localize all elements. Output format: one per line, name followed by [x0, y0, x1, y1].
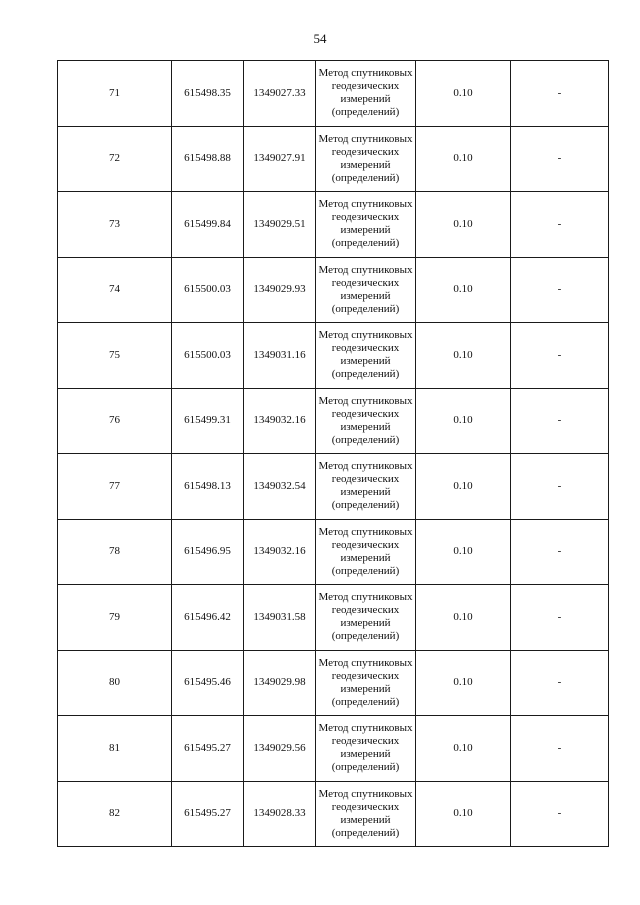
table-row	[58, 61, 609, 127]
x-coordinate-cell: 615496.42	[172, 585, 244, 651]
point-number-cell: 72	[58, 126, 172, 192]
table-body	[58, 61, 609, 847]
accuracy-cell: 0.10	[416, 388, 511, 454]
x-coordinate-cell: 615500.03	[172, 257, 244, 323]
coordinates-table	[57, 60, 609, 847]
method-cell: Метод спутниковых геодезических измерений (определений)	[316, 388, 416, 454]
note-cell: -	[511, 454, 609, 520]
method-cell: Метод спутниковых геодезических измерений (определений)	[316, 454, 416, 520]
point-number-cell: 78	[58, 519, 172, 585]
note-cell: -	[511, 61, 609, 127]
y-coordinate-cell: 1349029.51	[244, 192, 316, 258]
note-cell: -	[511, 519, 609, 585]
x-coordinate-cell: 615499.31	[172, 388, 244, 454]
point-number-cell: 82	[58, 781, 172, 847]
y-coordinate-cell: 1349032.16	[244, 519, 316, 585]
note-cell: -	[511, 257, 609, 323]
note-cell: -	[511, 323, 609, 389]
table-row	[58, 126, 609, 192]
method-cell: Метод спутниковых геодезических измерений (определений)	[316, 650, 416, 716]
y-coordinate-cell: 1349031.16	[244, 323, 316, 389]
x-coordinate-cell: 615498.13	[172, 454, 244, 520]
point-number-cell: 71	[58, 61, 172, 127]
x-coordinate-cell: 615499.84	[172, 192, 244, 258]
accuracy-cell: 0.10	[416, 192, 511, 258]
x-coordinate-cell: 615496.95	[172, 519, 244, 585]
table-row	[58, 650, 609, 716]
x-coordinate-cell: 615498.35	[172, 61, 244, 127]
accuracy-cell: 0.10	[416, 257, 511, 323]
note-cell: -	[511, 585, 609, 651]
x-coordinate-cell: 615495.27	[172, 781, 244, 847]
method-cell: Метод спутниковых геодезических измерений (определений)	[316, 257, 416, 323]
table-row	[58, 716, 609, 782]
method-cell: Метод спутниковых геодезических измерений (определений)	[316, 585, 416, 651]
accuracy-cell: 0.10	[416, 650, 511, 716]
method-cell: Метод спутниковых геодезических измерений (определений)	[316, 323, 416, 389]
table-row	[58, 388, 609, 454]
y-coordinate-cell: 1349032.16	[244, 388, 316, 454]
accuracy-cell: 0.10	[416, 781, 511, 847]
table-row	[58, 323, 609, 389]
x-coordinate-cell: 615498.88	[172, 126, 244, 192]
table-row	[58, 257, 609, 323]
x-coordinate-cell: 615495.27	[172, 716, 244, 782]
point-number-cell: 76	[58, 388, 172, 454]
accuracy-cell: 0.10	[416, 454, 511, 520]
point-number-cell: 77	[58, 454, 172, 520]
y-coordinate-cell: 1349029.93	[244, 257, 316, 323]
note-cell: -	[511, 126, 609, 192]
y-coordinate-cell: 1349029.56	[244, 716, 316, 782]
y-coordinate-cell: 1349031.58	[244, 585, 316, 651]
note-cell: -	[511, 781, 609, 847]
method-cell: Метод спутниковых геодезических измерений (определений)	[316, 716, 416, 782]
point-number-cell: 73	[58, 192, 172, 258]
accuracy-cell: 0.10	[416, 716, 511, 782]
accuracy-cell: 0.10	[416, 585, 511, 651]
method-cell: Метод спутниковых геодезических измерений (определений)	[316, 61, 416, 127]
y-coordinate-cell: 1349027.91	[244, 126, 316, 192]
method-cell: Метод спутниковых геодезических измерений (определений)	[316, 126, 416, 192]
point-number-cell: 75	[58, 323, 172, 389]
x-coordinate-cell: 615495.46	[172, 650, 244, 716]
point-number-cell: 81	[58, 716, 172, 782]
note-cell: -	[511, 388, 609, 454]
point-number-cell: 79	[58, 585, 172, 651]
y-coordinate-cell: 1349027.33	[244, 61, 316, 127]
note-cell: -	[511, 716, 609, 782]
note-cell: -	[511, 650, 609, 716]
x-coordinate-cell: 615500.03	[172, 323, 244, 389]
y-coordinate-cell: 1349028.33	[244, 781, 316, 847]
page-number: 54	[313, 31, 327, 46]
table-row	[58, 585, 609, 651]
method-cell: Метод спутниковых геодезических измерений (определений)	[316, 192, 416, 258]
y-coordinate-cell: 1349029.98	[244, 650, 316, 716]
y-coordinate-cell: 1349032.54	[244, 454, 316, 520]
accuracy-cell: 0.10	[416, 519, 511, 585]
table-row	[58, 192, 609, 258]
accuracy-cell: 0.10	[416, 61, 511, 127]
table-row	[58, 519, 609, 585]
accuracy-cell: 0.10	[416, 126, 511, 192]
table-row	[58, 781, 609, 847]
method-cell: Метод спутниковых геодезических измерений (определений)	[316, 781, 416, 847]
accuracy-cell: 0.10	[416, 323, 511, 389]
method-cell: Метод спутниковых геодезических измерений (определений)	[316, 519, 416, 585]
point-number-cell: 74	[58, 257, 172, 323]
note-cell: -	[511, 192, 609, 258]
table-row	[58, 454, 609, 520]
point-number-cell: 80	[58, 650, 172, 716]
